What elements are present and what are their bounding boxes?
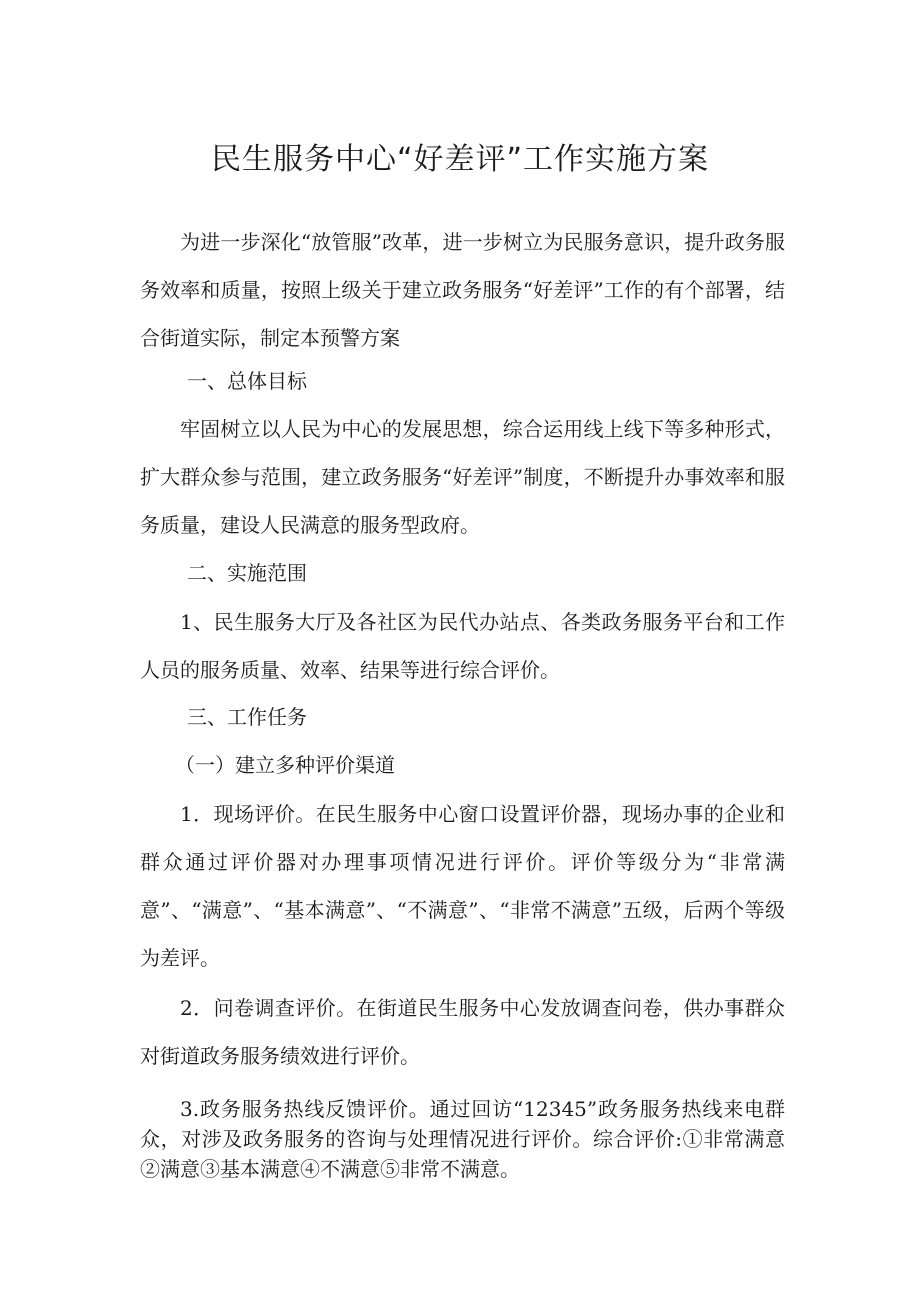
document-title: 民生服务中心“好差评”工作实施方案 <box>210 142 710 177</box>
task-item-onsite-evaluation: 1．现场评价。在民生服务中心窗口设置评价器，现场办事的企业和群众通过评价器对办理事项情况进行评价。评价等级分为“非常满意”、“满意”、“基本满意”、“不满意”、“非常不满意”五级，后两个等级为差评。 <box>140 802 785 970</box>
section-body-overall-goal: 牢固树立以人民为中心的发展思想，综合运用线上线下等多种形式，扩大群众参与范围，建立政务服务“好差评”制度，不断提升办事效率和服务质量，建设人民满意的服务型政府。 <box>140 417 785 537</box>
section-heading-scope: 二、实施范围 <box>187 561 307 585</box>
task-item-survey-evaluation: 2．问卷调查评价。在街道民生服务中心发放调查问卷，供办事群众对街道政务服务绩效进行评价。 <box>140 996 785 1068</box>
section-body-scope: 1、民生服务大厅及各社区为民代办站点、各类政务服务平台和工作人员的服务质量、效率、结果等进行综合评价。 <box>140 610 785 682</box>
task-item-hotline-evaluation: 3.政务服务热线反馈评价。通过回访“12345”政务服务热线来电群众，对涉及政务服务的咨询与处理情况进行评价。综合评价:①非常满意②满意③基本满意④不满意⑤非常不满意。 <box>140 1097 785 1181</box>
intro-paragraph: 为进一步深化“放管服”改革，进一步树立为民服务意识，提升政务服务效率和质量，按照上级关于建立政务服务“好差评”工作的有个部署，结合街道实际，制定本预警方案 <box>140 230 785 350</box>
section-heading-tasks: 三、工作任务 <box>187 705 307 729</box>
subsection-heading-channels: （一）建立多种评价渠道 <box>175 753 395 777</box>
section-heading-overall-goal: 一、总体目标 <box>187 369 307 393</box>
